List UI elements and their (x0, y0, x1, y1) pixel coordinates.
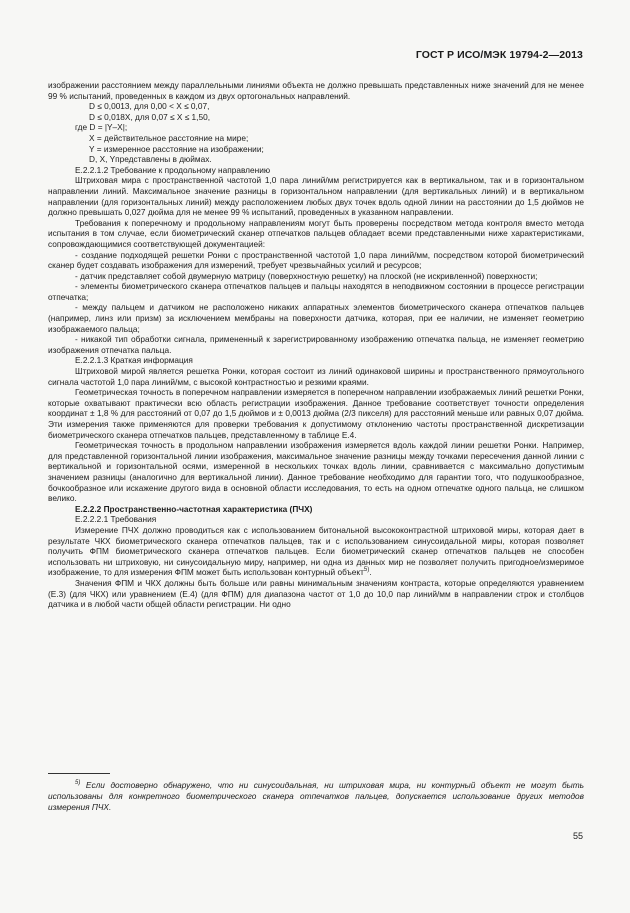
paragraph-text: X = действительное расстояние на мире; (89, 132, 249, 143)
paragraph-text: Е.2.2.1.3 Краткая информация (75, 355, 193, 366)
paragraph (48, 302, 584, 334)
paragraph-text: - датчик представляет собой двумерную матрицу (поверхностную решетку) на плоской (не искривленной) поверхности; (75, 270, 538, 281)
footnote-divider (48, 773, 110, 774)
paragraph-text: Е.2.2.1.2 Требование к продольному направлению (75, 164, 271, 175)
paragraph-text: - между пальцем и датчиком не расположено никаких аппаратных элементов биометрического сканера отпечатков пальцев (например, линз или призм) за исключением мембраны на поверхности датчика, которая, при ее наличии, не изменяет геометрию изображаемого пальца; (48, 302, 584, 334)
paragraph-text: где D = |Y–X|; (75, 122, 128, 133)
paragraph-text: Геометрическая точность в продольном направлении изображения измеряется вдоль каждой линии решетки Ронки. Например, для представленной горизонтальной линии изображения, максимальное значение разницы между точками пересечения данной линии с вертикальной и горизонтальной осями, измеренной в нескольких точках вдоль линии, сравнивается с максимально допустимым значением разницы (аналогично для вертикальной линии). Данное требование необходимо для гарантии того, что подушкообразное, бочкообразное или искажение другого вида в основной области исследования, то есть на одном отпечатке одного пальца, не слишком велико. (48, 440, 584, 504)
paragraph-text: Геометрическая точность в поперечном направлении измеряется в поперечном направлении изображаемых линий решетки Ронки, которые охватывают практически всю область регистрации изображения. Данное требование соответствует точности определения координат ± 1,8 % для расстояний от 0,07 до 1,5 дюймов и ± 0,0013 дюйма (2/3 пикселя) для расстояний меньше или равных 0,07 дюйма. Эти измерения также применяются для проверки требования к допустимому отклонению частоты пространственной дискретизации биометрического сканера отпечатков пальцев, представленному в таблице Е.4. (48, 387, 584, 440)
paragraph (48, 112, 584, 123)
paragraph (48, 122, 584, 133)
paragraph (48, 281, 584, 302)
paragraph (48, 525, 584, 578)
paragraph (48, 578, 584, 610)
paragraph-text: - элементы биометрического сканера отпечатков пальцев и пальцы находятся в неподвижном состоянии в процессе регистрации отпечатка; (48, 281, 584, 302)
paragraph-text: Е.2.2.2.1 Требования (75, 514, 157, 525)
footnote-mark: 5) (75, 780, 81, 787)
paragraph-text: Измерение ПЧХ должно проводиться как с использованием битональной высококонтрастной штриховой миры, которая дает в результате ЧКХ биометрического сканера отпечатков пальцев, так и с использованием синусоидальной миры, которая позволяет получить ФПМ биометрического сканера отпечатков пальцев. Если биометрический сканер отпечатков пальцев не способен использовать ни штриховую, ни синусоидальную миру, например, ни одна из данных мир не позволяет получить пригодное/измеримое изображение, то для измерения ФПМ может быть использован контурный объект (48, 524, 584, 578)
document-body (48, 80, 584, 610)
paragraph (48, 144, 584, 155)
paragraph-text: Е.2.2.2 Пространственно-частотная характеристика (ПЧХ) (75, 503, 313, 514)
paragraph-text: Значения ФПМ и ЧКХ должны быть больше или равны минимальным значениям контраста, которые определяются уравнением (Е.3) (для ЧКХ) или уравнением (Е.4) (для ФПМ) для диапазона частот от 1,0 до 10,0 пар линий/мм в направлении строк и столбцов датчика и в любой части общей области регистрации. Ни одно (48, 577, 584, 610)
paragraph-tail: . (369, 567, 372, 578)
footnote-reference: 5) (363, 567, 370, 574)
paragraph (48, 154, 584, 165)
paragraph (48, 218, 584, 250)
page-header: ГОСТ Р ИСО/МЭК 19794-2—2013 (415, 49, 583, 61)
paragraph-text: D, X, Yпредставлены в дюймах. (89, 154, 212, 165)
paragraph (48, 101, 584, 112)
paragraph-text: D ≤ 0,0013, для 0,00 < X ≤ 0,07, (89, 101, 210, 112)
paragraph (48, 366, 584, 387)
paragraph (48, 133, 584, 144)
paragraph (48, 387, 584, 440)
paragraph (48, 514, 584, 525)
paragraph-text: - создание подходящей решетки Ронки с пространственной частотой 1,0 пара линий/мм, посредством которой биометрический сканер будет создавать изображения для измерений, требует чрезвычайных усилий и ресурсов; (48, 249, 584, 271)
page-number: 55 (572, 831, 583, 841)
paragraph (48, 334, 584, 355)
paragraph-text: Штриховая мира с пространственной частотой 1,0 пара линий/мм регистрируется как в вертикальном, так и в горизонтальном направлении линий. Максимальное значение разницы в горизонтальном направлении (для вертикальных линий) и в вертикальном направлении (для горизонтальных линий) между расположением любых двух точек вдоль одной линии на расстоянии до 1,5 дюймов не должно превышать 0,027 дюйма для не менее 99 % испытаний, проведенных в указанном направлении. (48, 175, 584, 218)
paragraph (48, 175, 584, 217)
paragraph (48, 271, 584, 282)
paragraph-text: Штриховой мирой является решетка Ронки, которая состоит из линий одинаковой ширины и пространственного прямоугольного сигнала частотой 1,0 пара линий/мм, с высокой контрастностью и резкими краями. (48, 366, 584, 387)
paragraph (48, 165, 584, 176)
paragraph (48, 80, 584, 101)
footnote-text: Если достоверно обнаружено, что ни синусоидальная, ни штриховая мира, ни контурный объект не могут быть использованы для конкретного биометрического сканера отпечатков пальцев, допускается использование других методов измерения ПЧХ. (48, 780, 584, 812)
paragraph-text: Требования к поперечному и продольному направлениям могут быть проверены посредством метода контроля вместо метода испытания в том случае, если биометрический сканер отпечатков пальцев обладает всеми представленными ниже характеристиками, сопровождающимися соответствующей документацией: (48, 217, 584, 249)
paragraph (48, 355, 584, 366)
paragraph (48, 250, 584, 271)
paragraph (48, 440, 584, 504)
paragraph-text: Y = измеренное расстояние на изображении; (89, 143, 264, 154)
paragraph-text: изображении расстоянием между параллельными линиями объекта не должно превышать представленных ниже значений для не менее 99 % испытаний, проведенных в каждом из двух ортогональных направлений. (48, 80, 584, 101)
paragraph-text: - никакой тип обработки сигнала, примененный к зарегистрированному изображению отпечатка пальца, не изменяет геометрию изображения отпечатка пальца. (48, 334, 584, 355)
paragraph-text: D ≤ 0,018X, для 0,07 ≤ X ≤ 1,50, (89, 111, 211, 122)
footnote (48, 780, 584, 813)
paragraph (48, 504, 584, 515)
